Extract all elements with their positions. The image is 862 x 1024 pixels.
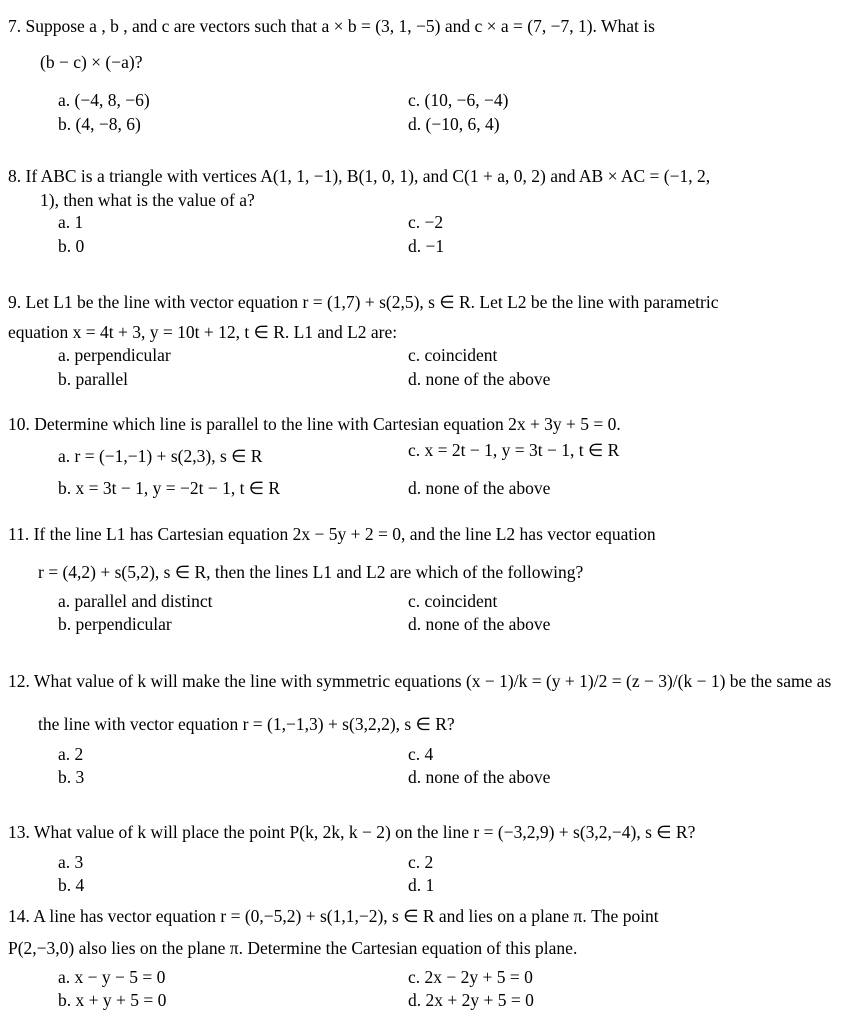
q14-stem-line-2: P(2,−3,0) also lies on the plane π. Determine the Cartesian equation of this plane. bbox=[8, 938, 578, 958]
q14-option-b[interactable]: b. x + y + 5 = 0 bbox=[58, 990, 167, 1010]
q14-option-c[interactable]: c. 2x − 2y + 5 = 0 bbox=[408, 967, 533, 987]
q9-option-d[interactable]: d. none of the above bbox=[408, 369, 551, 389]
q7-option-b[interactable]: b. (4, −8, 6) bbox=[58, 114, 141, 134]
q9-stem-line-2: equation x = 4t + 3, y = 10t + 12, t ∈ R. L1 and L2 are: bbox=[8, 322, 398, 342]
q10-stem-line-1: 10. Determine which line is parallel to the line with Cartesian equation 2x + 3y + 5 = 0. bbox=[8, 414, 621, 434]
q13-option-d[interactable]: d. 1 bbox=[408, 875, 435, 895]
q12-stem-line-1: 12. What value of k will make the line with symmetric equations (x − 1)/k = (y + 1)/2 = (z − 3)/(k − 1) be the same as bbox=[8, 671, 832, 691]
q14-stem-line-1: 14. A line has vector equation r = (0,−5,2) + s(1,1,−2), s ∈ R and lies on a plane π. The point bbox=[8, 906, 659, 926]
q9-option-a[interactable]: a. perpendicular bbox=[58, 345, 171, 365]
q11-option-c[interactable]: c. coincident bbox=[408, 591, 498, 611]
q7-option-a[interactable]: a. (−4, 8, −6) bbox=[58, 90, 150, 110]
q7-stem-line-2: (b − c) × (−a)? bbox=[40, 52, 143, 72]
q8-option-c[interactable]: c. −2 bbox=[408, 212, 444, 232]
q13-stem-line-1: 13. What value of k will place the point P(k, 2k, k − 2) on the line r = (−3,2,9) + s(3,2,−4), s ∈ R? bbox=[8, 822, 696, 842]
q11-option-a[interactable]: a. parallel and distinct bbox=[58, 591, 213, 611]
q7-option-d[interactable]: d. (−10, 6, 4) bbox=[408, 114, 500, 134]
q14-option-d[interactable]: d. 2x + 2y + 5 = 0 bbox=[408, 990, 534, 1010]
q13-option-c[interactable]: c. 2 bbox=[408, 852, 434, 872]
q12-option-b[interactable]: b. 3 bbox=[58, 767, 85, 787]
q13-option-a[interactable]: a. 3 bbox=[58, 852, 84, 872]
q10-option-d[interactable]: d. none of the above bbox=[408, 478, 551, 498]
q11-option-b[interactable]: b. perpendicular bbox=[58, 614, 172, 634]
q11-option-d[interactable]: d. none of the above bbox=[408, 614, 551, 634]
q12-option-a[interactable]: a. 2 bbox=[58, 744, 84, 764]
q9-stem-line-1: 9. Let L1 be the line with vector equation r = (1,7) + s(2,5), s ∈ R. Let L2 be the line with parametric bbox=[8, 292, 719, 312]
q10-option-b[interactable]: b. x = 3t − 1, y = −2t − 1, t ∈ R bbox=[58, 478, 281, 498]
q13-option-b[interactable]: b. 4 bbox=[58, 875, 85, 895]
q8-stem-line-2: 1), then what is the value of a? bbox=[40, 190, 255, 210]
q8-stem-line-1: 8. If ABC is a triangle with vertices A(1, 1, −1), B(1, 0, 1), and C(1 + a, 0, 2) and AB × AC = (−1, 2, bbox=[8, 166, 711, 186]
q14-option-a[interactable]: a. x − y − 5 = 0 bbox=[58, 967, 166, 987]
q12-option-c[interactable]: c. 4 bbox=[408, 744, 434, 764]
q10-option-c[interactable]: c. x = 2t − 1, y = 3t − 1, t ∈ R bbox=[408, 440, 620, 460]
q12-stem-line-2: the line with vector equation r = (1,−1,3) + s(3,2,2), s ∈ R? bbox=[38, 714, 455, 734]
q11-stem-line-1: 11. If the line L1 has Cartesian equation 2x − 5y + 2 = 0, and the line L2 has vector equation bbox=[8, 524, 656, 544]
q8-option-d[interactable]: d. −1 bbox=[408, 236, 445, 256]
q7-option-c[interactable]: c. (10, −6, −4) bbox=[408, 90, 509, 110]
q9-option-b[interactable]: b. parallel bbox=[58, 369, 128, 389]
q8-option-b[interactable]: b. 0 bbox=[58, 236, 85, 256]
q7-stem-line-1: 7. Suppose a , b , and c are vectors such that a × b = (3, 1, −5) and c × a = (7, −7, 1). What is bbox=[8, 16, 655, 36]
q8-option-a[interactable]: a. 1 bbox=[58, 212, 84, 232]
q12-option-d[interactable]: d. none of the above bbox=[408, 767, 551, 787]
q11-stem-line-2: r = (4,2) + s(5,2), s ∈ R, then the lines L1 and L2 are which of the following? bbox=[38, 562, 584, 582]
q9-option-c[interactable]: c. coincident bbox=[408, 345, 498, 365]
q10-option-a[interactable]: a. r = (−1,−1) + s(2,3), s ∈ R bbox=[58, 446, 263, 466]
